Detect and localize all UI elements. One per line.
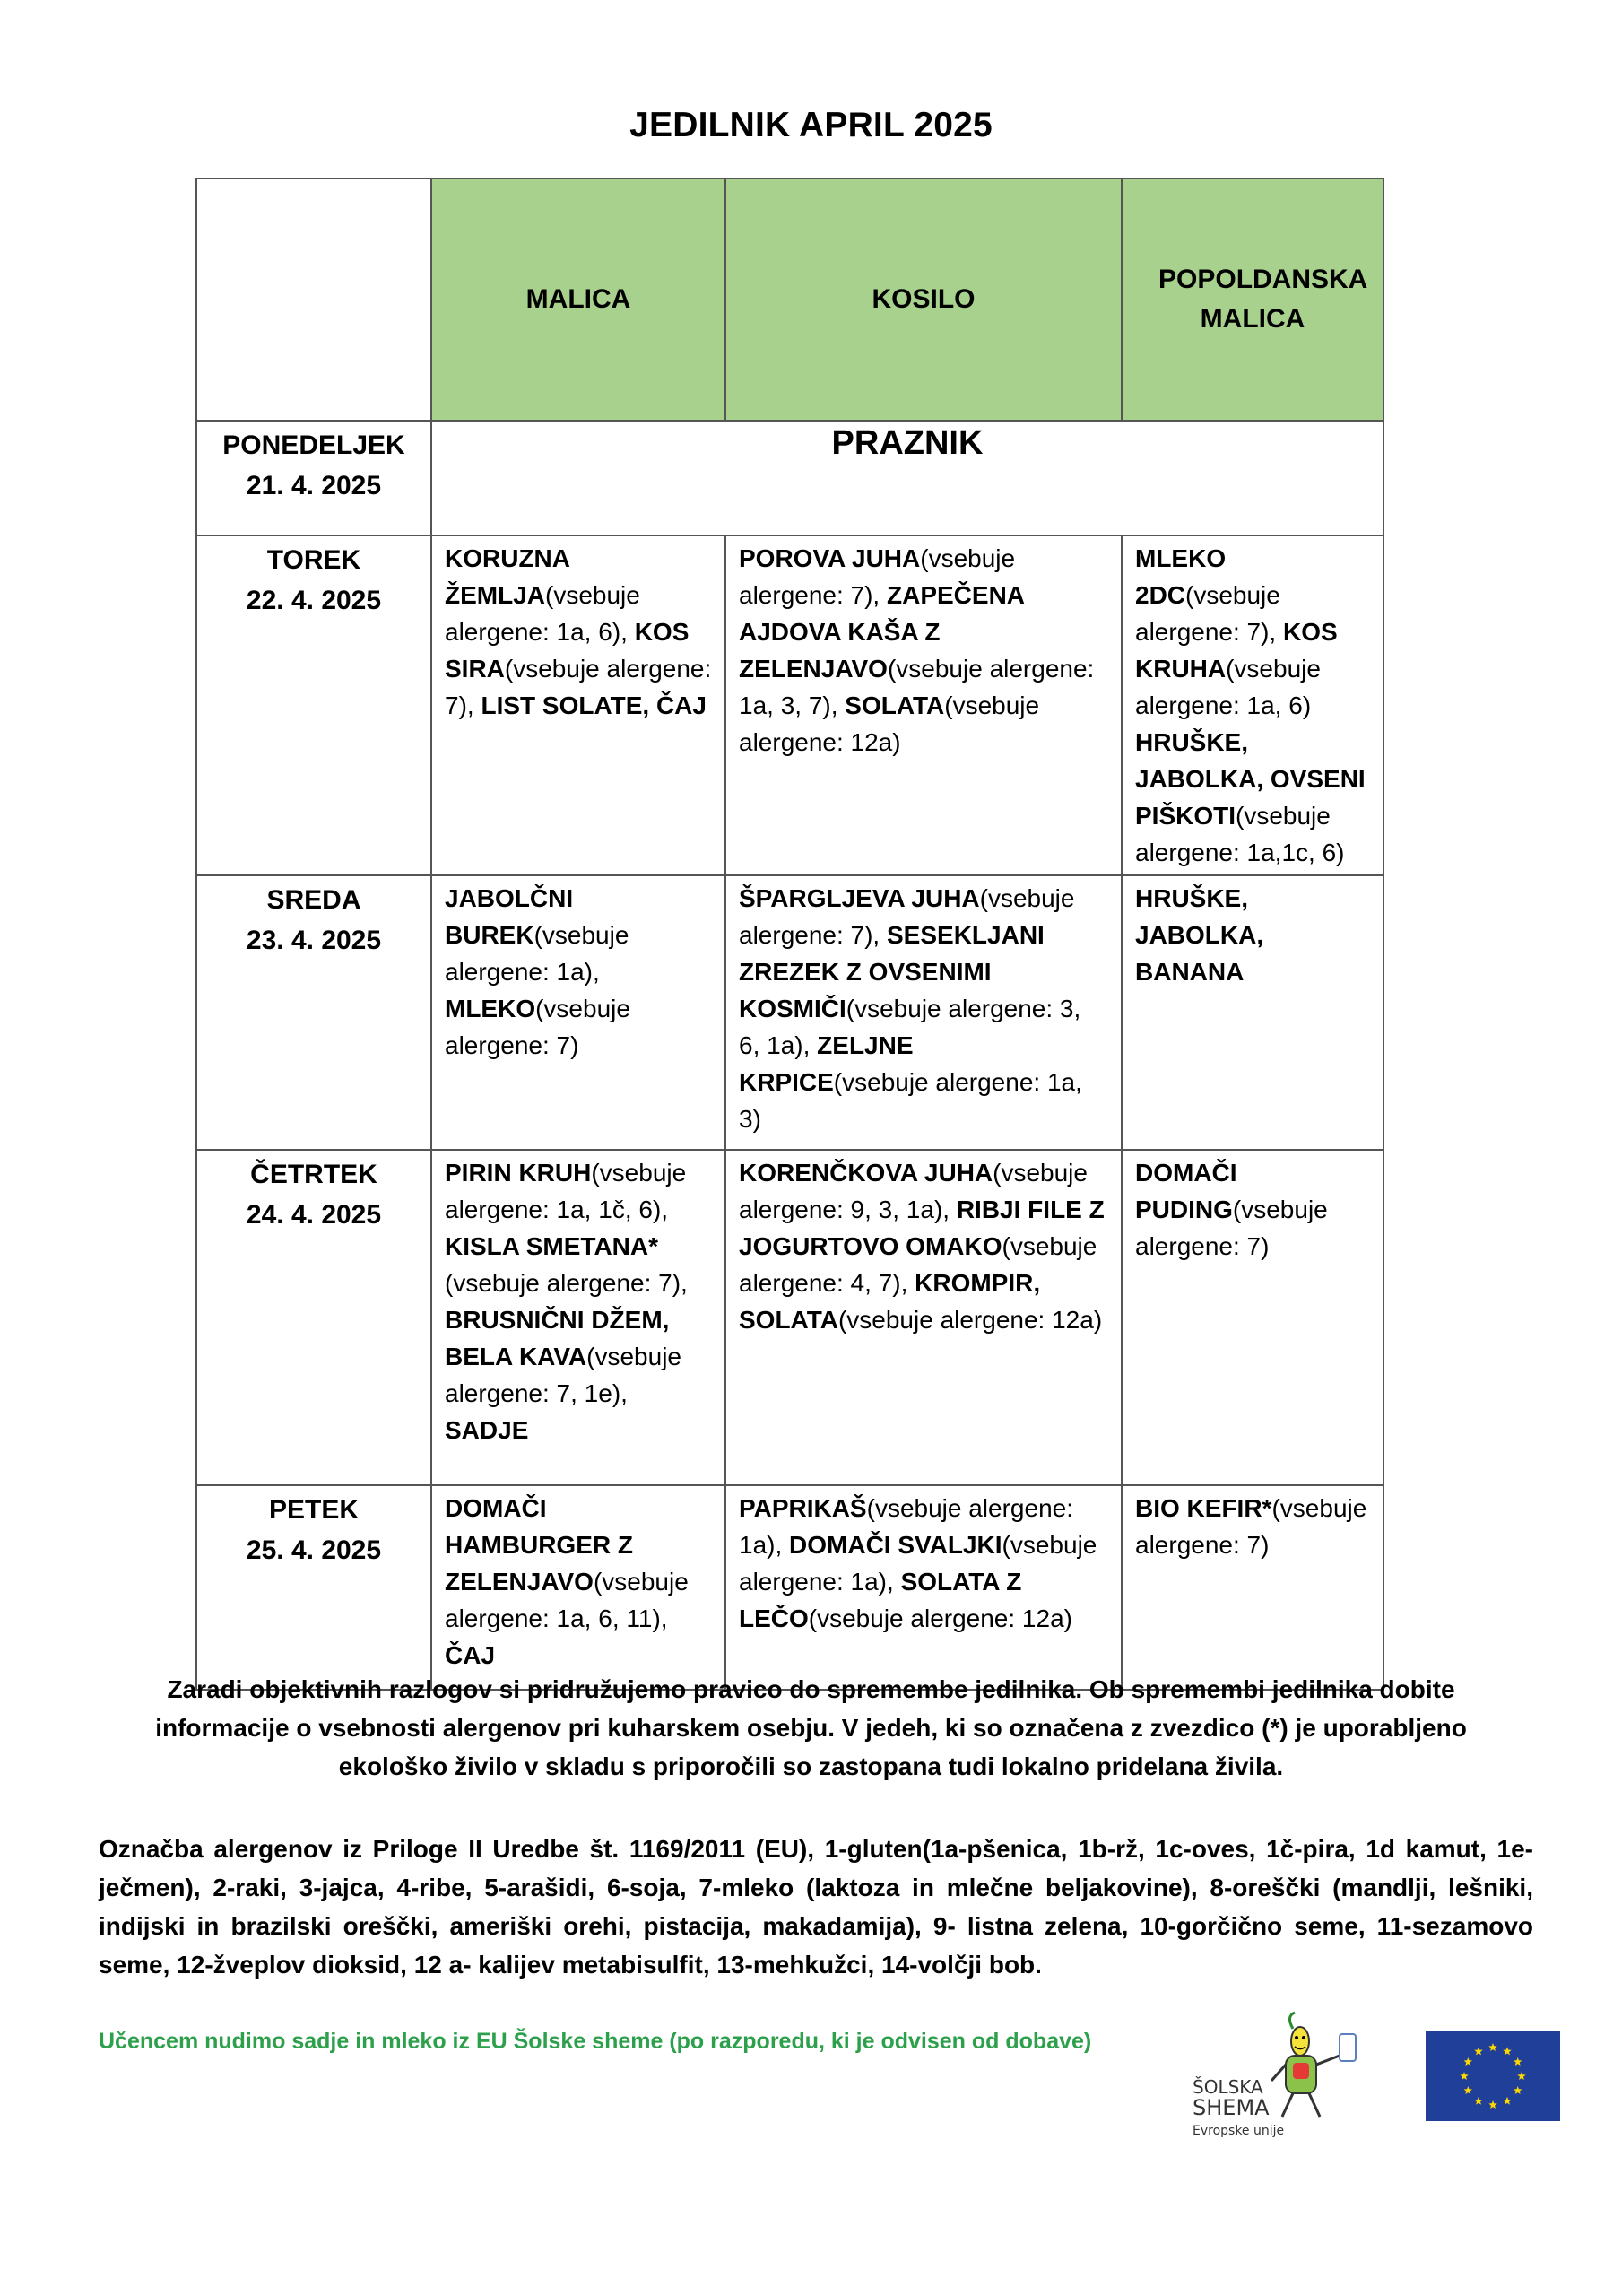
dish-name: BIO KEFIR* xyxy=(1135,1494,1272,1522)
change-notice: Zaradi objektivnih razlogov si pridružujemo pravico do spremembe jedilnika. Ob spremembi jedilnika dobite informacije o vsebnosti alergenov pri kuharskem osebju. V jedeh, ki so označena z zvezdico (*) je uporabljeno ekološko živilo v skladu s priporočili so zastopana tudi lokalno pridelana živila. xyxy=(155,1675,1467,1780)
dish-name: PIRIN KRUH xyxy=(445,1159,592,1187)
allergen-legend: Označba alergenov iz Priloge II Uredbe št. 1169/2011 (EU), 1-gluten(1a-pšenica, 1b-rž, 1c-oves, 1č-pira, 1d kamut, 1e-ječmen), 2-raki, 3-jajca, 4-ribe, 5-arašidi, 6-soja, 7-mleko (laktoza in mlečne beljakovine), 8-oreščki (mandlji, lešniki, indijski in brazilski oreščki, ameriški orehi, pistacija, makadamija), 9- listna zelena, 10-gorčično seme, 11-sezamovo seme, 12-žveplov dioksid, 12 a- kalijev metabisulfit, 13-mehkužci, 14-volčji bob. xyxy=(99,1835,1533,1979)
day-cell xyxy=(196,1485,431,1690)
day-cell xyxy=(196,535,431,875)
day-name: ČETRTEK xyxy=(250,1160,377,1189)
allergen-note: (vsebuje alergene: 7) xyxy=(1135,1196,1328,1260)
day-cell xyxy=(196,875,431,1150)
dish-name: KOS KRUHA xyxy=(1135,618,1338,683)
allergen-note: (vsebuje alergene: 1a, 6) xyxy=(1135,655,1321,719)
kosilo-cell xyxy=(725,1485,1122,1690)
column-header-popoldanska: POPOLDANSKA MALICA xyxy=(1122,178,1383,421)
dish-name: LIST SOLATE, ČAJ xyxy=(481,691,707,719)
dish-name: DOMAČI PUDING xyxy=(1135,1159,1237,1223)
day-date: 25. 4. 2025 xyxy=(246,1535,382,1565)
dish-name: KISLA SMETANA* xyxy=(445,1232,658,1260)
popoldanska-cell xyxy=(1122,1150,1383,1485)
allergen-note: (vsebuje alergene: 1a, 3, 7), xyxy=(739,655,1095,719)
header-row xyxy=(196,178,1383,421)
dish-name: POROVA JUHA xyxy=(739,544,921,572)
allergen-note: (vsebuje alergene: 1a,1c, 6) xyxy=(1135,802,1345,866)
allergen-note: (vsebuje alergene: 4, 7), xyxy=(739,1232,1097,1297)
dish-name: RIBJI FILE Z JOGURTOVO OMAKO xyxy=(739,1196,1105,1260)
day-date: 23. 4. 2025 xyxy=(246,926,382,955)
dish-name: JABOLČNI BUREK xyxy=(445,884,574,949)
mascot-figure xyxy=(1271,2013,1356,2117)
allergen-note: (vsebuje alergene: 1a, 3) xyxy=(739,1068,1082,1133)
allergen-note: (vsebuje alergene: 1a, 1č, 6), xyxy=(445,1159,687,1223)
dish-name: KROMPIR, SOLATA xyxy=(739,1269,1041,1334)
day-name: PETEK xyxy=(268,1495,360,1525)
day-name: PONEDELJEK xyxy=(222,430,405,460)
holiday-row xyxy=(196,421,1383,535)
day-row xyxy=(196,1150,1383,1485)
dish-name: HRUŠKE, JABOLKA, BANANA xyxy=(1135,884,1264,986)
allergen-note: (vsebuje alergene: 7), xyxy=(739,884,1075,949)
day-cell xyxy=(196,421,431,535)
day-date: 21. 4. 2025 xyxy=(246,471,382,500)
malica-cell xyxy=(431,875,725,1150)
dish-name: MLEKO 2DC xyxy=(1135,544,1227,609)
school-scheme-logo xyxy=(1185,2009,1392,2144)
malica-cell xyxy=(431,1150,725,1485)
day-row xyxy=(196,535,1383,875)
dish-name: SOLATA xyxy=(845,691,945,719)
allergen-note: (vsebuje alergene: 1a), xyxy=(445,921,629,986)
dish-name: DOMAČI SVALJKI xyxy=(789,1531,1002,1559)
dish-name: SADJE xyxy=(445,1416,529,1444)
day-date: 22. 4. 2025 xyxy=(246,586,382,615)
menu-table xyxy=(195,178,1384,1691)
popoldanska-cell xyxy=(1122,1485,1383,1690)
dish-name: KORENČKOVA JUHA xyxy=(739,1159,993,1187)
dish-name: KOS SIRA xyxy=(445,618,690,683)
eu-flag xyxy=(1426,2031,1560,2121)
dish-name: ŠPARGLJEVA JUHA xyxy=(739,884,980,912)
allergen-note: (vsebuje alergene: 1a, 6, 11), xyxy=(445,1568,689,1632)
dish-name: ČAJ xyxy=(445,1641,496,1669)
dish-name: ZELJNE KRPICE xyxy=(739,1031,914,1096)
day-cell xyxy=(196,1150,431,1485)
day-row xyxy=(196,1485,1383,1690)
dish-name: KORUZNA ŽEMLJA xyxy=(445,544,569,609)
malica-cell xyxy=(431,1485,725,1690)
allergen-note: (vsebuje alergene: 12a) xyxy=(837,1306,1103,1334)
day-name: SREDA xyxy=(266,885,361,915)
allergen-note: (vsebuje alergene: 3, 6, 1a), xyxy=(739,995,1081,1059)
empty-corner-cell xyxy=(196,178,431,421)
allergen-note: (vsebuje alergene: 7) xyxy=(445,995,630,1059)
dish-name: DOMAČI HAMBURGER Z ZELENJAVO xyxy=(445,1494,633,1596)
allergen-note: (vsebuje alergene: 7) xyxy=(1135,1494,1367,1559)
column-header-malica: MALICA xyxy=(431,178,725,421)
allergen-note: (vsebuje alergene: 1a), xyxy=(739,1494,1073,1559)
holiday-label: PRAZNIK xyxy=(431,421,1383,535)
allergen-note: (vsebuje alergene: 1a), xyxy=(739,1531,1097,1596)
dish-name: MLEKO xyxy=(445,995,536,1022)
dish-name: HRUŠKE, JABOLKA, OVSENI PIŠKOTI xyxy=(1135,728,1366,830)
dish-name: BRUSNIČNI DŽEM, BELA KAVA xyxy=(445,1306,670,1370)
logo-line-3: Evropske unije xyxy=(1193,2124,1285,2138)
allergen-note: (vsebuje alergene: 12a) xyxy=(808,1605,1072,1632)
dish-name: PAPRIKAŠ xyxy=(739,1494,867,1522)
allergen-note: (vsebuje alergene: 7), xyxy=(739,544,1016,609)
popoldanska-cell xyxy=(1122,535,1383,875)
allergen-note: (vsebuje alergene: 7), xyxy=(1135,581,1283,646)
column-header-kosilo: KOSILO xyxy=(725,178,1122,421)
school-scheme-note: Učencem nudimo sadje in mleko iz EU Šolske sheme (po razporedu, ki je odvisen od dobave) xyxy=(99,2029,1092,2054)
page-title: JEDILNIK APRIL 2025 xyxy=(629,106,993,144)
malica-cell xyxy=(431,535,725,875)
kosilo-cell xyxy=(725,875,1122,1150)
allergen-note: (vsebuje alergene: 7), xyxy=(445,655,712,719)
dish-name: ZAPEČENA AJDOVA KAŠA Z ZELENJAVO xyxy=(739,581,1024,683)
dish-name: SOLATA Z LEČO xyxy=(739,1568,1022,1632)
allergen-note: (vsebuje alergene: 7, 1e), xyxy=(445,1343,681,1407)
day-date: 24. 4. 2025 xyxy=(246,1200,382,1230)
day-name: TOREK xyxy=(266,545,361,575)
kosilo-cell xyxy=(725,535,1122,875)
popoldanska-cell xyxy=(1122,875,1383,1150)
day-row xyxy=(196,875,1383,1150)
allergen-note: (vsebuje alergene: 12a) xyxy=(739,691,1040,756)
kosilo-cell xyxy=(725,1150,1122,1485)
dish-name: SESEKLJANI ZREZEK Z OVSENIMI KOSMIČI xyxy=(739,921,1045,1022)
logo-line-1: ŠOLSKA xyxy=(1193,2076,1263,2098)
logo-line-2: SHEMA xyxy=(1193,2095,1270,2120)
allergen-note: (vsebuje alergene: 7), xyxy=(445,1269,688,1297)
allergen-note: (vsebuje alergene: 9, 3, 1a), xyxy=(739,1159,1088,1223)
allergen-note: (vsebuje alergene: 1a, 6), xyxy=(445,581,640,646)
